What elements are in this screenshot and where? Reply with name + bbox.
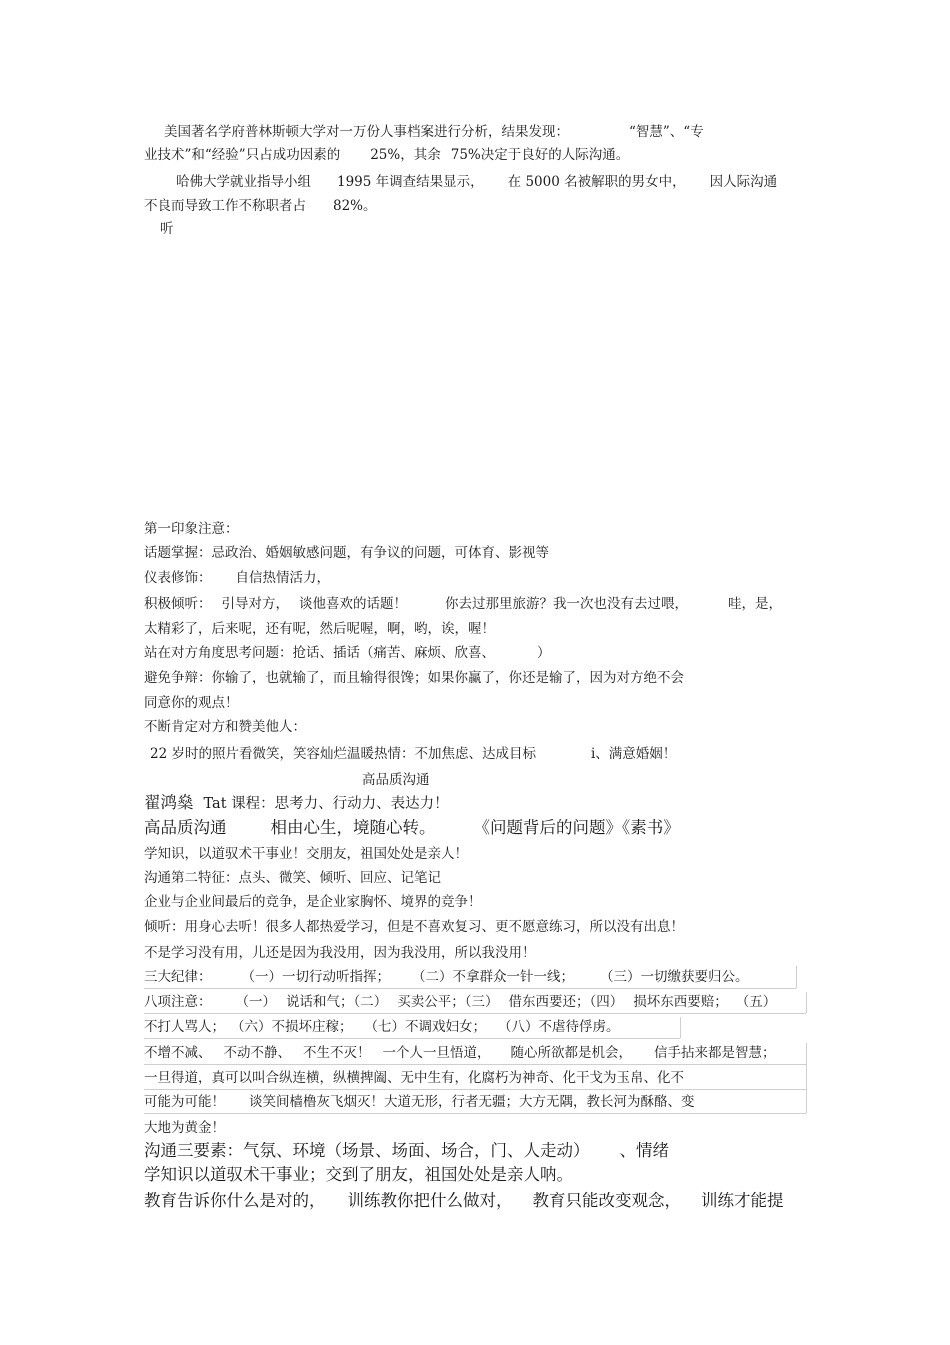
list-line-13-b: 相由心生，境随心转。 <box>270 818 436 837</box>
table-rule <box>806 992 807 1013</box>
para1-line1 <box>164 122 704 142</box>
list-line-20-g: （五） <box>735 994 777 1010</box>
list-line-21-a: 不打人骂人； <box>144 1019 225 1035</box>
list-line-22-f: 信手拈来都是智慧； <box>654 1045 776 1061</box>
list-line-28-c: 教育只能改变观念， <box>532 1191 681 1210</box>
para1-line2-percent: 25%，其余 <box>370 147 441 163</box>
list-line-21-d: （八）不虐待俘虏。 <box>498 1019 620 1035</box>
table-rule <box>806 1043 807 1113</box>
list-line-10-end: i、满意婚姻！ <box>590 746 677 762</box>
para1-line1-text: 美国著名学府普林斯顿大学对一万份人事档案进行分析，结果发现： <box>164 124 569 140</box>
list-line-04 <box>144 594 782 614</box>
list-line-22 <box>144 1043 776 1063</box>
list-line-10-text: 22 岁时的照片看微笑，笑容灿烂温暖热情：不加焦虑、达成目标 <box>150 746 536 762</box>
list-line-22-d: 一个人一旦悟道， <box>382 1045 491 1061</box>
author-name: 翟鸿燊 <box>144 793 194 812</box>
table-rule <box>144 1013 806 1014</box>
list-line-18: 不是学习没有用，儿还是因为我没用，因为我没用，所以我没用！ <box>144 945 536 961</box>
list-line-01: 第一印象注意： <box>144 521 239 537</box>
table-rule <box>144 1064 806 1065</box>
table-rule <box>144 1113 806 1114</box>
list-line-17: 倾听：用身心去听！很多人都热爱学习，但是不喜欢复习、更不愿意练习，所以没有出息！ <box>144 919 684 935</box>
para1-line2-rest: 75%决定于良好的人际沟通。 <box>450 147 630 163</box>
list-line-14: 学知识，以道驭术干事业！交朋友，祖国处处是亲人！ <box>144 846 468 862</box>
list-line-20 <box>144 992 776 1012</box>
list-line-13-a: 高品质沟通 <box>144 818 227 837</box>
list-line-02: 话题掌握：忌政治、婚姻敏感问题，有争议的问题，可体育、影视等 <box>144 545 549 561</box>
list-line-12 <box>144 792 449 815</box>
list-line-04-e: 哇，是， <box>728 596 782 612</box>
list-line-03 <box>144 568 330 588</box>
list-line-24-b: 谈笑间樯橹灰飞烟灭！大道无形，行者无疆；大方无隅，教长河为酥酪、变 <box>249 1094 695 1110</box>
para2-line2: 不良而导致工作不称职者占 82%。 <box>144 198 377 214</box>
list-line-21 <box>144 1017 620 1037</box>
list-line-27: 学知识以道驭术干事业；交到了朋友，祖国处处是亲人呐。 <box>144 1165 573 1184</box>
list-line-07: 避免争辩：你输了，也就输了，而且输得很馋；如果你赢了，你还是输了，因为对方绝不会 <box>144 670 684 686</box>
list-line-21-b: （六）不损坏庄稼； <box>231 1019 353 1035</box>
list-line-22-c: 不生不灭！ <box>303 1045 371 1061</box>
list-line-15: 沟通第二特征：点头、微笑、倾听、回应、记笔记 <box>144 870 441 886</box>
list-line-22-e: 随心所欲都是机会， <box>510 1045 632 1061</box>
table-rule <box>144 1089 806 1090</box>
list-line-13-c: 《问题背后的问题》《素书》 <box>473 818 680 837</box>
list-line-04-c: 谈他喜欢的话题！ <box>299 596 407 612</box>
list-line-28 <box>144 1190 784 1212</box>
list-line-22-a: 不增不减、 <box>144 1045 212 1061</box>
list-line-20-label: 八项注意： <box>144 994 212 1010</box>
list-line-05: 太精彩了，后来呢，还有呢，然后呢喔，啊，哟，诶，喔！ <box>144 621 495 637</box>
para2-line1-end: 因人际沟通 <box>709 174 778 190</box>
list-line-16: 企业与企业间最后的竞争，是企业家胸怀、境界的竞争！ <box>144 894 482 910</box>
section-heading: 高品质沟通 <box>362 772 430 788</box>
list-line-19-d: （三）一切缴获要归公。 <box>600 969 749 985</box>
list-line-24-a: 可能为可能！ <box>144 1094 225 1110</box>
list-line-06 <box>144 643 551 663</box>
list-line-26-a: 沟通三要素：气氛、环境（场景、场面、场合，门、人走动） <box>144 1141 590 1160</box>
list-line-10 <box>150 744 676 764</box>
para2-line1 <box>176 172 777 192</box>
list-line-28-b: 训练教你把什么做对， <box>347 1191 513 1210</box>
para2-line3: 听 <box>160 221 174 237</box>
list-line-24 <box>144 1092 695 1112</box>
list-line-26 <box>144 1140 669 1162</box>
list-line-19-b: （一）一切行动听指挥； <box>241 969 390 985</box>
list-line-21-c: （七）不调戏妇女； <box>364 1019 486 1035</box>
list-line-20-f: 损坏东西要赔； <box>633 994 728 1010</box>
list-line-04-b: 引导对方， <box>221 596 289 612</box>
list-line-26-b: 、情绪 <box>619 1141 669 1160</box>
list-line-25: 大地为黄金！ <box>144 1120 225 1136</box>
table-rule <box>144 988 796 989</box>
para2-line1-year: 1995 年调查结果显示， <box>337 174 484 190</box>
para2-line1-count: 在 5000 名被解职的男女中， <box>507 174 686 190</box>
table-rule <box>680 1017 681 1038</box>
list-line-28-a: 教育告诉你什么是对的， <box>144 1191 326 1210</box>
table-rule <box>144 1038 680 1039</box>
list-line-23: 一旦得道，真可以叫合纵连横，纵横捭阖、无中生有，化腐朽为神奇、化干戈为玉帛、化不 <box>144 1070 684 1086</box>
list-line-19-label: 三大纪律： <box>144 969 212 985</box>
list-line-19-c: （二）不拿群众一针一线； <box>412 969 574 985</box>
list-line-08: 同意你的观点！ <box>144 695 239 711</box>
table-rule <box>796 966 797 988</box>
list-line-20-b: （一） <box>235 994 276 1010</box>
para1-line1-quote: “智慧”、“专 <box>629 124 704 140</box>
list-line-06-text: 站在对方角度思考问题：抢话、插话（痛苦、麻烦、欣喜、 <box>144 645 495 661</box>
para2-line1-text: 哈佛大学就业指导小组 <box>176 174 311 190</box>
list-line-03-label: 仪表修饰： <box>144 570 212 586</box>
list-line-20-e: 借东西要还；（四） <box>508 994 624 1010</box>
list-line-03-text: 自信热情活力， <box>235 570 330 586</box>
list-line-09: 不断肯定对方和赞美他人： <box>144 719 306 735</box>
list-line-22-b: 不动不静、 <box>223 1045 291 1061</box>
list-line-19 <box>144 967 749 987</box>
list-line-20-c: 说话和气；（二） <box>286 994 388 1010</box>
list-line-04-d: 你去过那里旅游？我一次也没有去过喂， <box>445 596 688 612</box>
list-line-28-d: 训练才能提 <box>701 1191 784 1210</box>
para1-line2-text: 业技术”和“经验”只占成功因素的 <box>144 147 341 163</box>
list-line-20-d: 买卖公平；（三） <box>397 994 499 1010</box>
list-line-04-label: 积极倾听： <box>144 596 212 612</box>
list-line-13 <box>144 817 680 839</box>
list-line-06-paren: ） <box>537 645 551 661</box>
course-title: Tat 课程：思考力、行动力、表达力！ <box>203 796 449 812</box>
para1-line2 <box>144 145 629 165</box>
